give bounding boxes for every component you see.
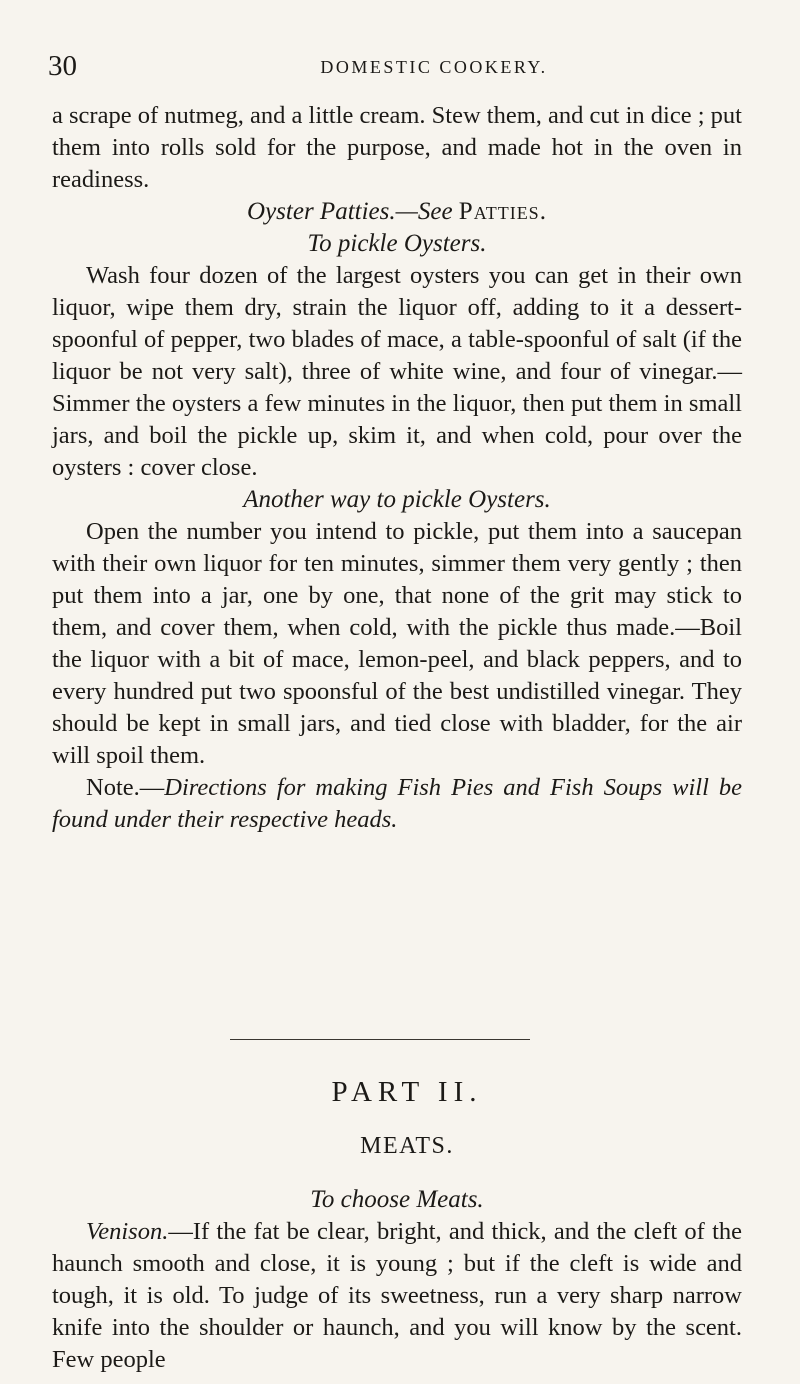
part-subtitle: MEATS. — [360, 1133, 454, 1159]
note-paragraph — [52, 772, 742, 836]
venison-label: Venison. — [86, 1218, 169, 1245]
paragraph-continuation: a scrape of nutmeg, and a little cream. Stew them, and cut in dice ; put them into rolls sold for the purpose, and made hot in the oven in readiness. — [52, 102, 742, 193]
text-block-upper — [52, 100, 742, 836]
section-divider — [230, 1039, 530, 1040]
paragraph-another-way: Open the number you intend to pickle, put them into a saucepan with their own liquor for ten minutes, simmer them very gently ; then put them into a jar, one by one, that none of the grit may stick to them, and cover them, when cold, with the pickle thus made.—Boil the liquor with a bit of mace, lemon-peel, and black peppers, and to every hundred put two spoonsful of the best undistilled vinegar. They should be kept in small jars, and tied close with bladder, for the air will spoil them. — [52, 518, 742, 769]
note-text: Directions for making Fish Pies and Fish Soups will be found under their respective heads. — [52, 774, 742, 833]
heading-pickle-oysters: To pickle Oysters. — [307, 230, 487, 257]
heading-oyster-patties-ref: Patties. — [458, 198, 547, 225]
running-title: DOMESTIC COOKERY. — [320, 57, 548, 77]
heading-oyster-patties-see: —See — [395, 198, 453, 225]
page-number: 30 — [48, 50, 77, 82]
paragraph-pickle-oysters: Wash four dozen of the largest oysters you can get in their own liquor, wipe them dry, strain the liquor off, adding to it a dessert-spoonful of pepper, two blades of mace, a table-spoonful of salt (if the liquor be not very salt), three of white wine, and four of vinegar.—Simmer the oysters a few minutes in the liquor, then put them in small jars, and boil the pickle up, skim it, and when cold, pour over the oysters : cover close. — [52, 262, 742, 481]
heading-oyster-patties — [52, 196, 742, 228]
running-head — [48, 50, 770, 90]
paragraph-venison — [52, 1216, 742, 1376]
text-block-lower — [52, 1184, 742, 1376]
part-title: PART II. — [331, 1076, 483, 1108]
heading-another-way: Another way to pickle Oysters. — [243, 486, 551, 513]
heading-oyster-patties-title: Oyster Patties. — [247, 198, 396, 225]
venison-text: —If the fat be clear, bright, and thick, and the cleft of the haunch smooth and close, it is young ; but if the cleft is wide and tough, it is old. To judge of its sweetness, run a very sharp narrow knife into the shoulder or haunch, and you will know by the scent. Few people — [52, 1218, 742, 1373]
note-label: Note.— — [86, 774, 165, 801]
heading-choose-meats: To choose Meats. — [310, 1186, 484, 1213]
